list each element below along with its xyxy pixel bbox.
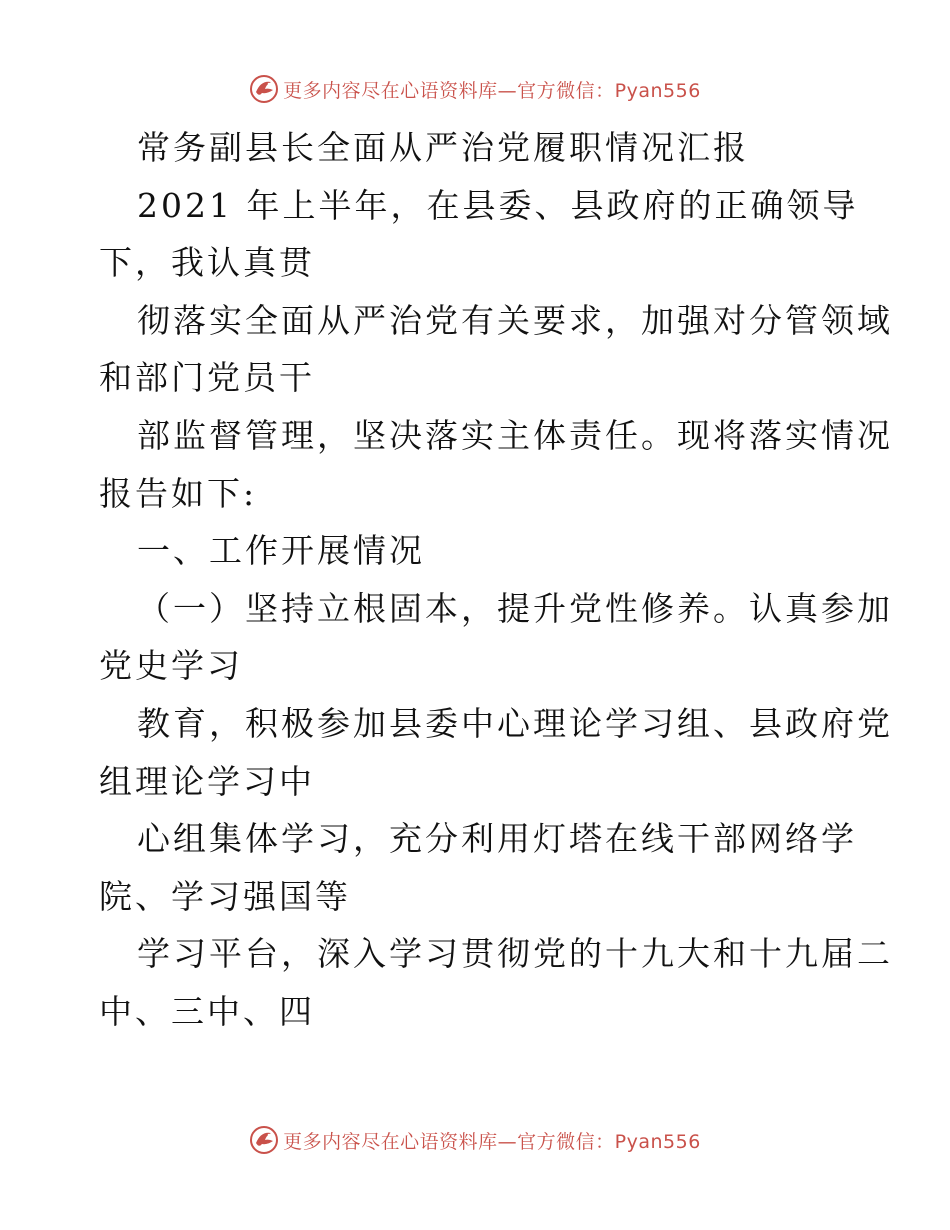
paragraph-line: 组理论学习中 [99, 762, 315, 801]
paragraph-line: （一）坚持立根固本，提升党性修养。认真参加 [137, 589, 893, 628]
paragraph-line: 和部门党员干 [99, 358, 315, 397]
footer-watermark [0, 1123, 950, 1157]
watermark-text: 更多内容尽在心语资料库—官方微信：Pyan556 [283, 1130, 701, 1153]
document-title: 常务副县长全面从严治党履职情况汇报 [137, 128, 749, 167]
paragraph-line: 教育，积极参加县委中心理论学习组、县政府党 [137, 704, 893, 743]
paragraph-line: 学习平台，深入学习贯彻党的十九大和十九届二 [137, 934, 893, 973]
phoenix-logo-icon [249, 1125, 279, 1155]
paragraph-line: 部监督管理，坚决落实主体责任。现将落实情况 [137, 416, 893, 455]
section-heading: 一、工作开展情况 [137, 531, 425, 570]
paragraph-line: 下，我认真贯 [99, 243, 315, 282]
paragraph-line: 院、学习强国等 [99, 877, 351, 916]
paragraph-line: 中、三中、四 [99, 992, 315, 1031]
header-watermark [0, 72, 950, 106]
paragraph-line: 2021 年上半年，在县委、县政府的正确领导 [137, 186, 859, 225]
phoenix-logo-icon [249, 74, 279, 104]
paragraph-line: 心组集体学习，充分利用灯塔在线干部网络学 [137, 819, 857, 858]
paragraph-line: 党史学习 [99, 646, 243, 685]
watermark-text: 更多内容尽在心语资料库—官方微信：Pyan556 [283, 79, 701, 102]
paragraph-line: 彻落实全面从严治党有关要求，加强对分管领域 [137, 301, 893, 340]
paragraph-line: 报告如下: [99, 474, 258, 513]
